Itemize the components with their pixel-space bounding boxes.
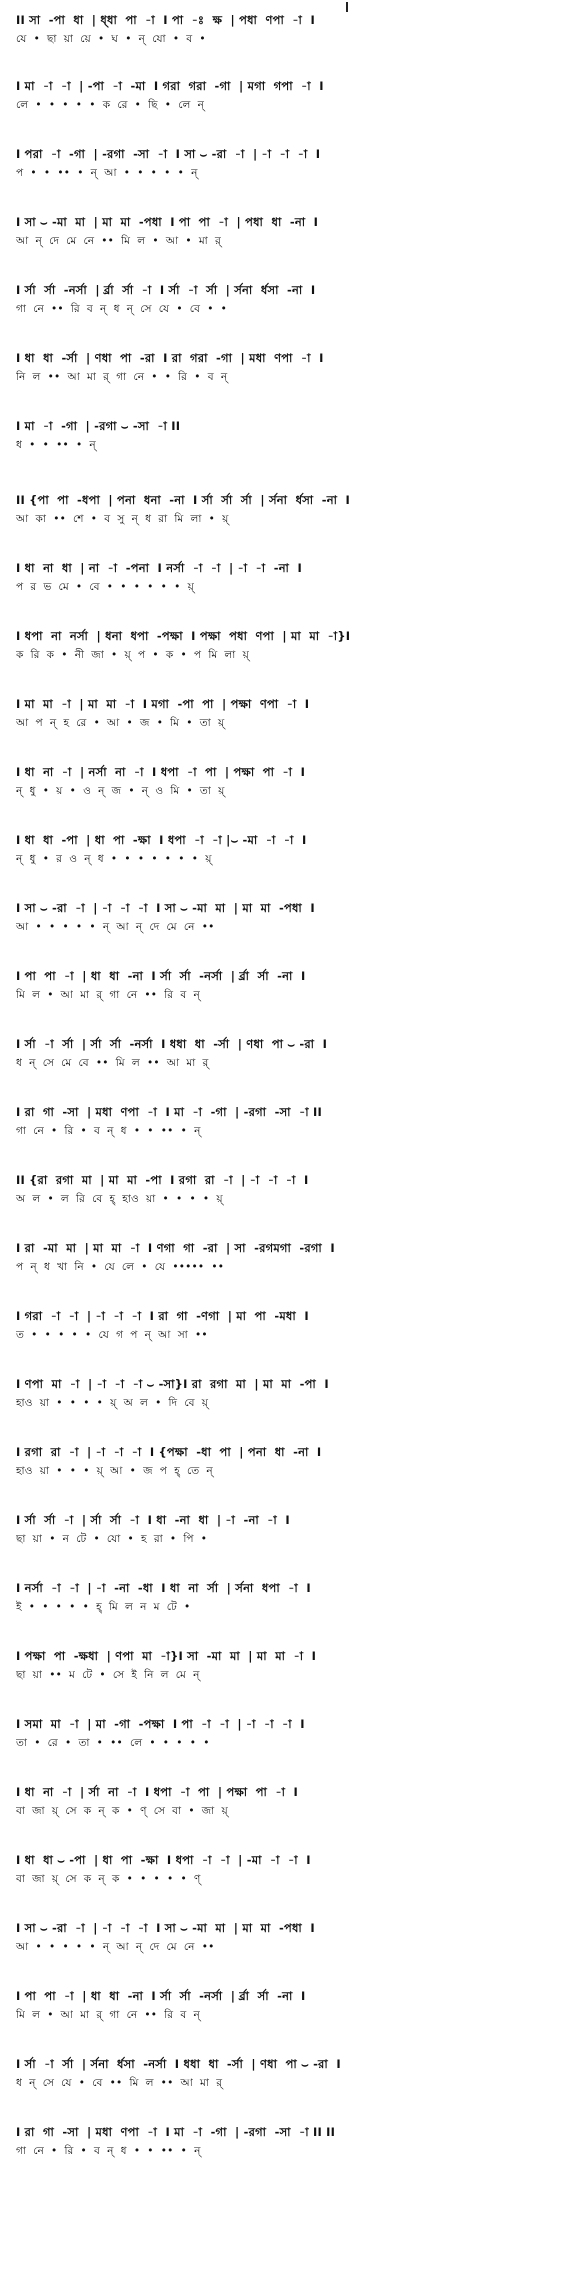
notation-line [16, 1648, 572, 1682]
swara-row: I ধা ধা -র্সা | ণধা পা -রা I রা গরা -গা | মধা ণপা -া I [16, 351, 324, 365]
lyric-row: ধ ন্ সে যে • বে •• মি ল •• আ মা র্ [16, 2077, 223, 2089]
swara-row: I সা ⌣ -মা মা | মা মা -পধা I পা পা -া | পধা ধা -না I [16, 215, 319, 229]
notation-line [16, 1580, 572, 1614]
lyric-row: মি ল • আ মা র্ গা নে •• রি ব ন্ [16, 2009, 200, 2021]
swara-row: I পরা -া -গা | -রগা -সা -া I সা ⌣ -রা -া | -া -া -া I [16, 147, 321, 161]
swara-row: I ধা না -া | নর্সা না -া I ধপা -া পা | পক্ষা পা -া I [16, 765, 306, 779]
swara-row: I ধপা না নর্সা | ধনা ধপা -পক্ষা I পক্ষা পধা ণপা | মা মা -া}I [16, 629, 351, 643]
swara-row: I পক্ষা পা -ক্ষধা | ণপা মা -া}I সা -মা মা | মা মা -া I [16, 1649, 317, 1663]
lyric-row: নি ল •• আ মা র্ গা নে • • রি • ব ন্ [16, 371, 228, 383]
lyric-row: আ প ন্ হ রে • আ • জ • মি • তা য়্ [16, 717, 225, 729]
swara-row: I নর্সা -া -া | -া -না -ধা I ধা না র্সা | র্সনা ধপা -া I [16, 1581, 311, 1595]
swara-row: I র্সা -া র্সা | র্সা র্সা -নর্সা I ধধা ধা -র্সা | ণধা পা ⌣ -রা I [16, 1037, 328, 1051]
lyric-row: বা জা য়্ সে ক ন্ ক • ণ্ সে বা • জা য়্ [16, 1805, 228, 1817]
lyric-row: ন্ ধু • য় • ও ন্ জ • ন্ ও মি • তা য়্ [16, 785, 225, 797]
swara-row: I সা ⌣ -রা -া | -া -া -া I সা ⌣ -মা মা | মা মা -পধা I [16, 1921, 315, 1935]
notation-line [16, 350, 572, 384]
swara-row: I সমা মা -া | মা -গা -পক্ষা I পা -া -া | -া -া -া I [16, 1717, 305, 1731]
lyric-row: অ ল • ল রি বে হ্ হাও য়া • • • • য়্ [16, 1193, 223, 1205]
top-tick-mark [346, 2, 348, 12]
notation-line [16, 12, 572, 46]
swara-row: I ধা না -া | র্সা না -া I ধপা -া পা | পক্ষা পা -া I [16, 1785, 299, 1799]
lyric-row: গা নে • রি • ব ন্ ধ • • •• • ন্ [16, 1125, 201, 1137]
lyric-row: তা • রে • তা • •• লে • • • • • [16, 1737, 210, 1749]
swara-row: I পা পা -া | ধা ধা -না I র্সা র্সা -নর্সা | র্র্রা র্সা -না I [16, 969, 306, 983]
lyric-row: ক রি ক • নী জা • য়্ প • ক • প মি লা য়্ [16, 649, 249, 661]
notation-line [16, 696, 572, 730]
swara-row: I রগা রা -া | -া -া -া I {পক্ষা -ধা পা | পনা ধা -না I [16, 1445, 322, 1459]
lyric-row: হাও য়া • • • • য়্ অ ল • দি বে য়্ [16, 1397, 209, 1409]
notation-line [16, 832, 572, 866]
lyric-row: ন্ ধু • র ও ন্ ধ • • • • • • • য়্ [16, 853, 212, 865]
swara-row: I ধা ধা -পা | ধা পা -ক্ষা I ধপা -া -া |⌣ -মা -া -া I [16, 833, 307, 847]
lyric-row: হাও য়া • • • য়্ আ • জ প হ্ তে ন্ [16, 1465, 213, 1477]
swara-row: I ণপা মা -া | -া -া -া ⌣ -সা}I রা রগা মা | মা মা -পা I [16, 1377, 329, 1391]
swara-row: II {রা রগা মা | মা মা -পা I রগা রা -া | -া -া -া I [16, 1173, 309, 1187]
swara-row: I র্সা -া র্সা | র্সনা র্ধসা -নর্সা I ধধা ধা -র্সা | ণধা পা ⌣ -রা I [16, 2057, 341, 2071]
lyric-row: ছা য়া •• ম টে • সে ই নি ল মে ন্ [16, 1669, 200, 1681]
notation-line [16, 492, 572, 526]
lyric-row: ছা য়া • ন টে • যো • হ রা • পি • [16, 1533, 208, 1545]
swara-row: I পা পা -া | ধা ধা -না I র্সা র্সা -নর্সা | র্র্রা র্সা -না I [16, 1989, 306, 2003]
notation-line [16, 1240, 572, 1274]
swara-row: I সা ⌣ -রা -া | -া -া -া I সা ⌣ -মা মা | মা মা -পধা I [16, 901, 315, 915]
lyric-row: ত • • • • • যে গ প ন্ আ সা •• [16, 1329, 208, 1341]
swara-row: I মা -া -গা | -রগা ⌣ -সা -া II [16, 419, 181, 433]
notation-line [16, 968, 572, 1002]
lyric-row: প ন্ ধ খা নি • যে লে • যে ••••• •• [16, 1261, 225, 1273]
notation-line [16, 764, 572, 798]
notation-line [16, 1784, 572, 1818]
notation-line [16, 146, 572, 180]
swara-row: I রা গা -সা | মধা ণপা -া I মা -া -গা | -রগা -সা -া II [16, 1105, 322, 1119]
swara-row: I র্সা র্সা -া | র্সা র্সা -া I ধা -না ধা | -া -না -া I [16, 1513, 290, 1527]
notation-line [16, 282, 572, 316]
notation-line [16, 1036, 572, 1070]
swara-row: I মা মা -া | মা মা -া I মগা -পা পা | পক্ষা ণপা -া I [16, 697, 310, 711]
notation-line [16, 560, 572, 594]
swara-row: I গরা -া -া | -া -া -া I রা গা -ণগা | মা পা -মধা I [16, 1309, 309, 1323]
notation-line [16, 1376, 572, 1410]
notation-line [16, 1172, 572, 1206]
swara-row: II {পা পা -ধপা | পনা ধনা -না I র্সা র্সা র্সা | র্সনা র্ধসা -না I [16, 493, 351, 507]
notation-line [16, 900, 572, 934]
notation-line [16, 1512, 572, 1546]
lyric-row: প • • •• • ন্ আ • • • • • ন্ [16, 167, 198, 179]
swara-row: II সা -পা ধা | ধ্ধা পা -া I পা -ঃ ক্ষ | পধা ণপা -া I [16, 13, 315, 27]
notation-line [16, 1852, 572, 1886]
swara-row: I মা -া -া | -পা -া -মা I গরা গরা -গা | মগা গপা -া I [16, 79, 324, 93]
lyric-row: আ • • • • • ন্ আ ন্ দে মে নে •• [16, 921, 215, 933]
lyric-row: মি ল • আ মা র্ গা নে •• রি ব ন্ [16, 989, 200, 1001]
swara-row: I ধা ধা ⌣ -পা | ধা পা -ক্ষা I ধপা -া -া | -মা -া -া I [16, 1853, 311, 1867]
lyric-row: যে • ছা য়া য়ে • ঘ • ন্ যো • ব • [16, 33, 206, 45]
notation-line [16, 1716, 572, 1750]
notation-line [16, 214, 572, 248]
lyric-row: আ কা •• শে • ব সু ন্ ধ রা মি লা • য়্ [16, 513, 229, 525]
lyric-row: বা জা য়্ সে ক ন্ ক • • • • • ণ্ [16, 1873, 201, 1885]
notation-line [16, 1308, 572, 1342]
notation-line [16, 78, 572, 112]
notation-line [16, 418, 572, 452]
notation-line [16, 1920, 572, 1954]
notation-line [16, 2124, 572, 2158]
lyric-row: ধ ন্ সে মে বে •• মি ল •• আ মা র্ [16, 1057, 209, 1069]
lyric-row: প র ভ মে • বে • • • • • • য়্ [16, 581, 194, 593]
swara-row: I র্সা র্সা -নর্সা | র্র্রা র্সা -া I র্সা -া র্সা | র্সনা র্ধসা -না I [16, 283, 316, 297]
lyric-row: ধ • • •• • ন্ [16, 439, 96, 451]
notation-line [16, 1988, 572, 2022]
lyric-row: গা নে • রি • ব ন্ ধ • • •• • ন্ [16, 2145, 201, 2157]
swara-row: I ধা না ধা | না -া -পনা I নর্সা -া -া | -া -া -না I [16, 561, 302, 575]
lyric-row: লে • • • • • ক রে • ছি • লে ন্ [16, 99, 205, 111]
lyric-row: ই • • • • • হ্ মি ল ন ম টে • [16, 1601, 191, 1613]
notation-line [16, 1444, 572, 1478]
notation-line [16, 1104, 572, 1138]
swara-row: I রা -মা মা | মা মা -া I ণগা গা -রা | সা -রগমগা -রগা I [16, 1241, 335, 1255]
notation-line [16, 2056, 572, 2090]
notation-line [16, 628, 572, 662]
swara-row: I রা গা -সা | মধা ণপা -া I মা -া -গা | -রগা -সা -া II II [16, 2125, 336, 2139]
lyric-row: আ ন্ দে মে নে •• মি ল • আ • মা র্ [16, 235, 221, 247]
lyric-row: আ • • • • • ন্ আ ন্ দে মে নে •• [16, 1941, 215, 1953]
lyric-row: গা নে •• রি ব ন্ ধ ন্ সে যে • বে • • [16, 303, 228, 315]
